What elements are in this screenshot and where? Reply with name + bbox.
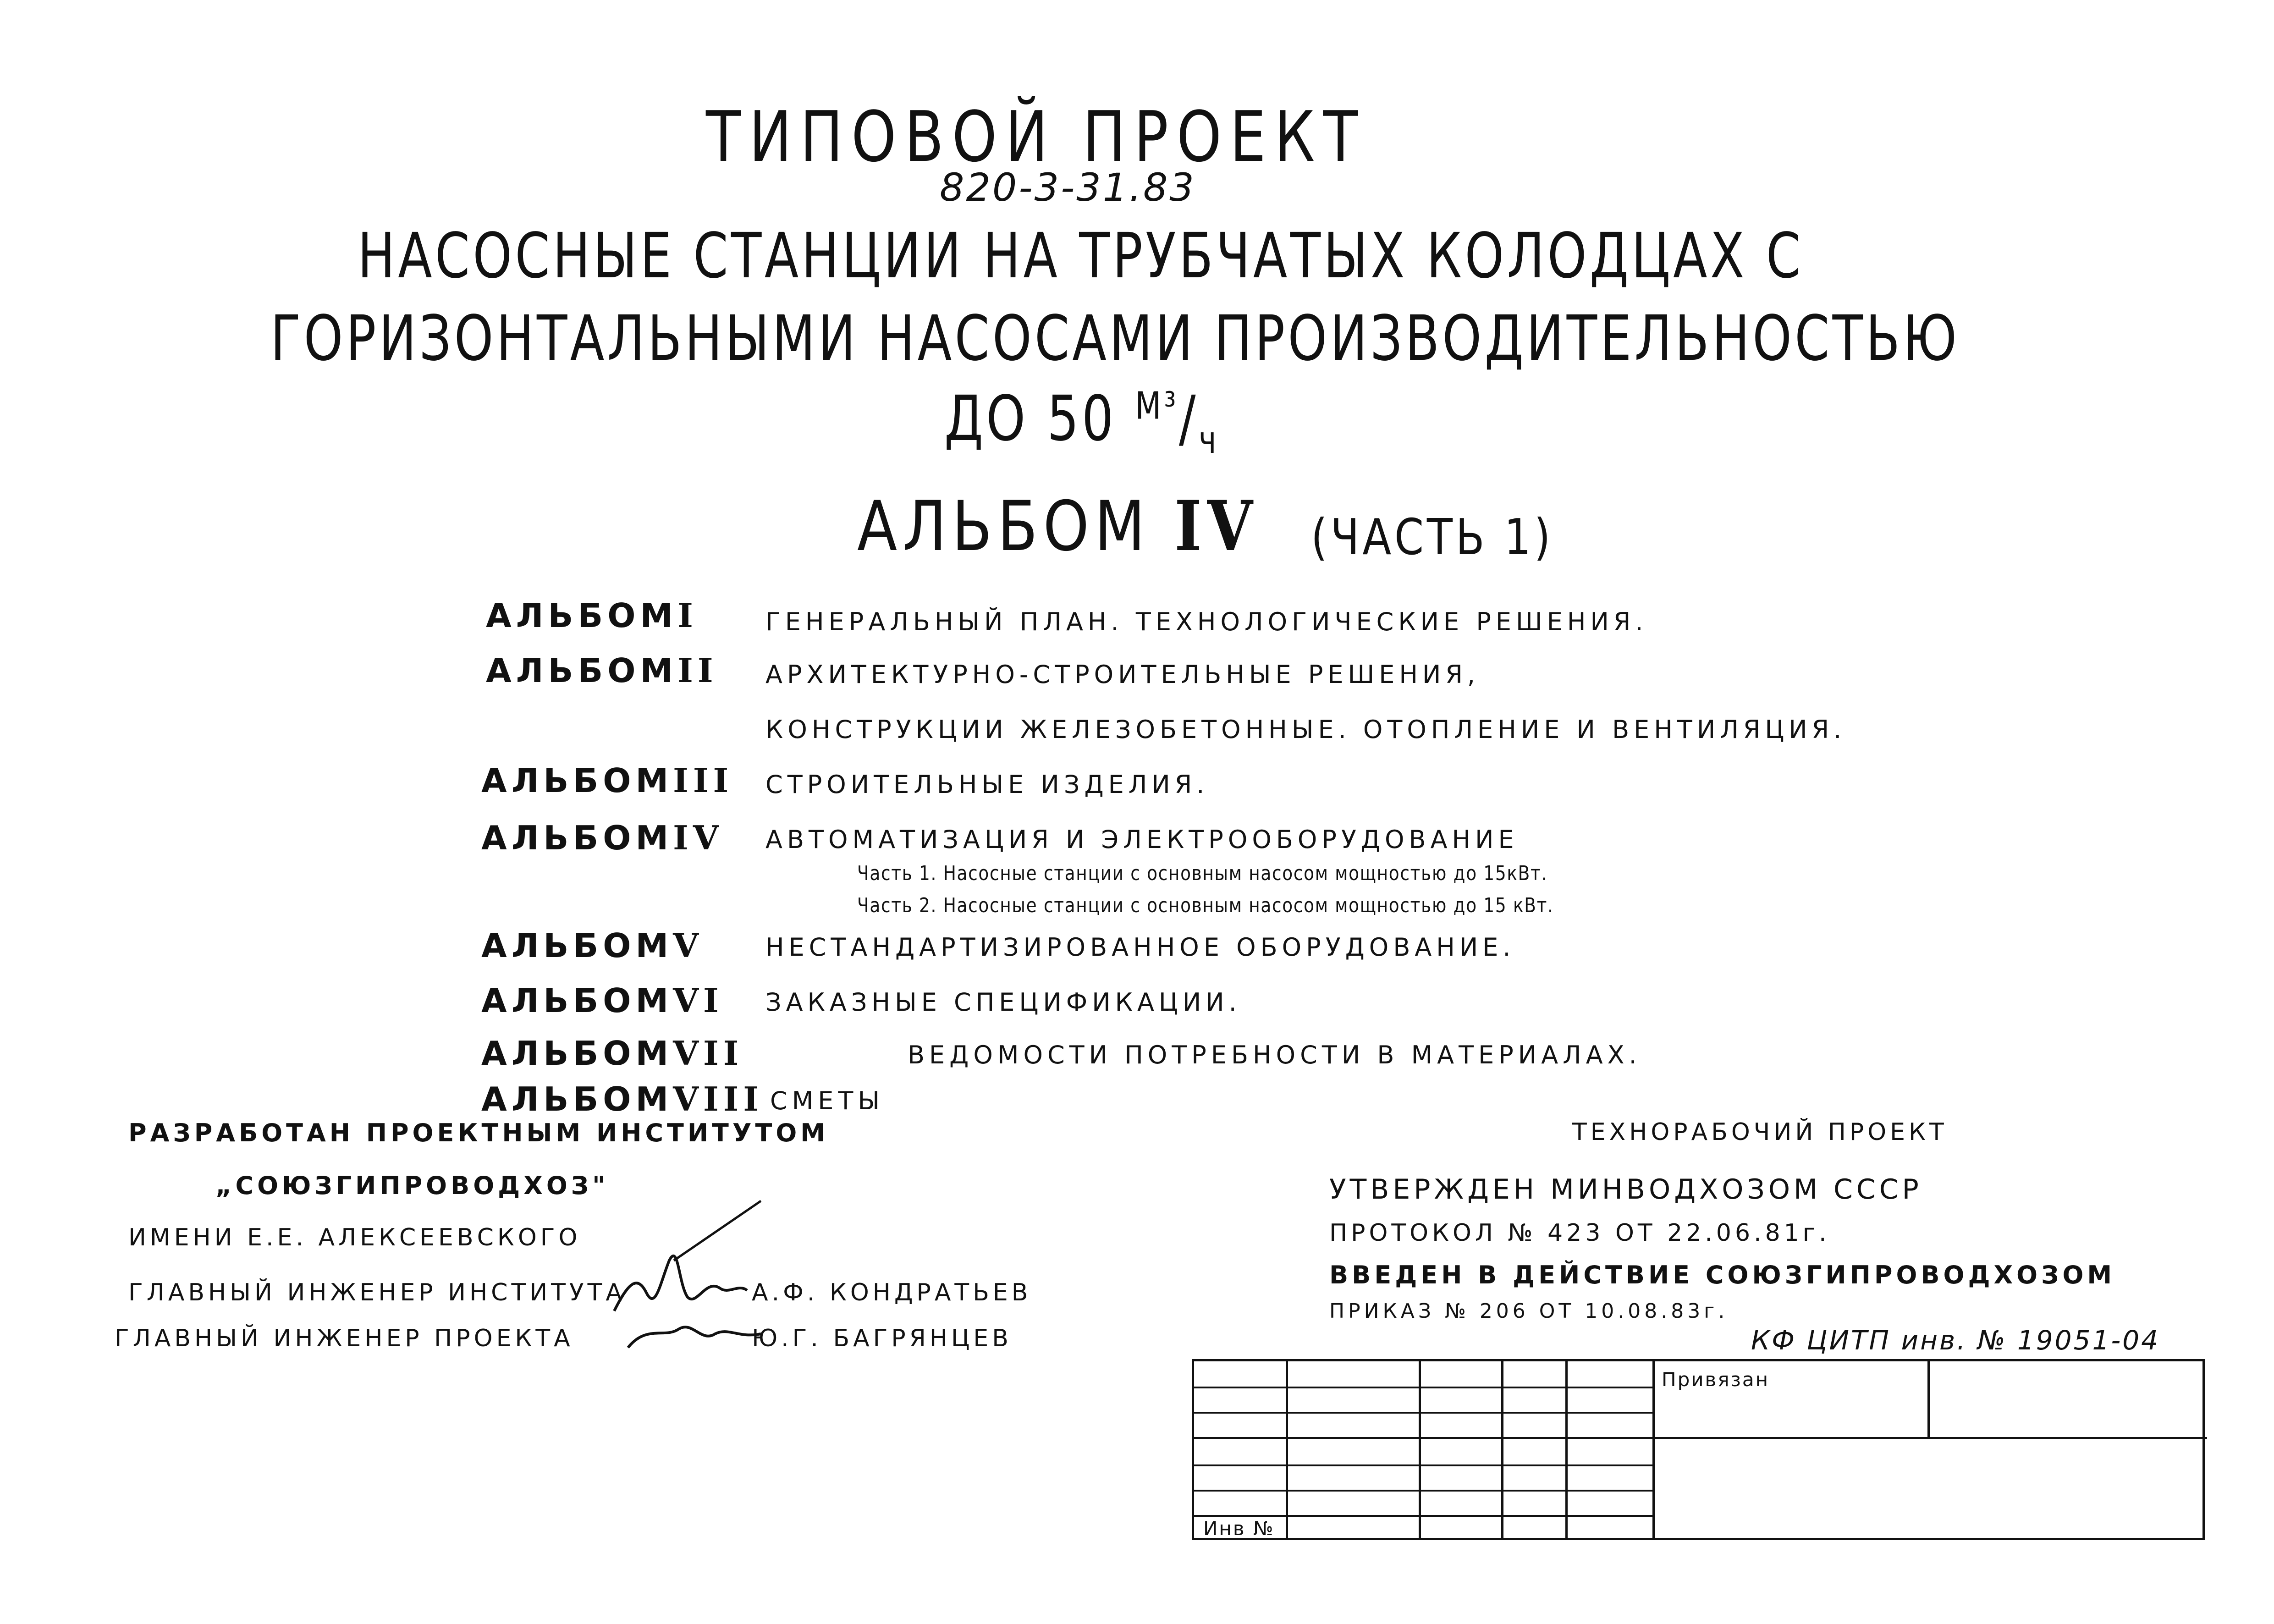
album-title-word: АЛЬБОМ — [857, 487, 1151, 567]
album-6-label: АЛЬБОМVI — [481, 981, 723, 1020]
stamp-privyazan: Привязан — [1662, 1368, 1770, 1391]
capacity-line: ДО 50 $^{М^3}/_ч$ — [944, 383, 1219, 462]
album-7-desc: ВЕДОМОСТИ ПОТРЕБНОСТИ В МАТЕРИАЛАХ. — [908, 1040, 1641, 1069]
developer-institute: „СОЮЗГИПРОВОДХОЗ" — [215, 1171, 609, 1200]
enacted-by: ВВЕДЕН В ДЕЙСТВИЕ СОЮЗГИПРОВОДХОЗОМ — [1329, 1261, 2116, 1289]
chief-engineer-institute-name: А.Ф. КОНДРАТЬЕВ — [752, 1279, 1032, 1306]
capacity-unit-den: ч — [1199, 418, 1219, 462]
album-2-desc: АРХИТЕКТУРНО-СТРОИТЕЛЬНЫЕ РЕШЕНИЯ, — [765, 660, 1480, 689]
signatures — [610, 1192, 775, 1384]
album-6-desc: ЗАКАЗНЫЕ СПЕЦИФИКАЦИИ. — [765, 988, 1241, 1017]
album-1-desc: ГЕНЕРАЛЬНЫЙ ПЛАН. ТЕХНОЛОГИЧЕСКИЕ РЕШЕНИЯ. — [765, 607, 1648, 636]
project-type: ТЕХНОРАБОЧИЙ ПРОЕКТ — [1572, 1118, 1948, 1146]
album-5-label: АЛЬБОМV — [481, 926, 704, 965]
album-1-label: АЛЬБОМI — [486, 596, 698, 635]
album-title-number: IV — [1174, 486, 1258, 567]
title-block-stamp — [1192, 1359, 2205, 1540]
capacity-prefix: ДО 50 — [944, 383, 1117, 455]
developer-line1: РАЗРАБОТАН ПРОЕКТНЫМ ИНСТИТУТОМ — [128, 1118, 829, 1147]
chief-engineer-project-role: ГЛАВНЫЙ ИНЖЕНЕР ПРОЕКТА — [115, 1325, 574, 1352]
album-2-desc2: КОНСТРУКЦИИ ЖЕЛЕЗОБЕТОННЫЕ. ОТОПЛЕНИЕ И ВЕНТИЛЯЦИЯ. — [765, 715, 1846, 744]
developer-named-after: ИМЕНИ Е.Е. АЛЕКСЕЕВСКОГО — [128, 1224, 581, 1251]
project-name-line2: ГОРИЗОНТАЛЬНЫМИ НАСОСАМИ ПРОИЗВОДИТЕЛЬНОСТЬЮ — [270, 303, 1960, 375]
album-4-part2: Часть 2. Насосные станции с основным насосом мощностью до 15 кВт. — [857, 894, 1554, 917]
project-name-line1: НАСОСНЫЕ СТАНЦИИ НА ТРУБЧАТЫХ КОЛОДЦАХ С — [358, 220, 1804, 292]
capacity-unit-num: М³ — [1135, 384, 1179, 428]
protocol: ПРОТОКОЛ № 423 ОТ 22.06.81г. — [1329, 1219, 1830, 1247]
approved-by: УТВЕРЖДЕН МИНВОДХОЗОМ СССР — [1329, 1173, 1922, 1206]
project-code: 820-3-31.83 — [940, 165, 1196, 210]
album-title — [857, 486, 1258, 567]
stamp-inv: Инв № — [1203, 1517, 1275, 1540]
album-5-desc: НЕСТАНДАРТИЗИРОВАННОЕ ОБОРУДОВАНИЕ. — [765, 933, 1515, 962]
album-3-label: АЛЬБОМIII — [481, 761, 733, 800]
album-8-label: АЛЬБОМVIII — [481, 1079, 764, 1118]
album-part: (ЧАСТЬ 1) — [1311, 509, 1554, 566]
album-4-label: АЛЬБОМIV — [481, 818, 723, 857]
album-8-desc: СМЕТЫ — [770, 1086, 885, 1115]
inventory-number: КФ ЦИТП инв. № 19051-04 — [1751, 1325, 2160, 1356]
chief-engineer-project-name: Ю.Г. БАГРЯНЦЕВ — [752, 1325, 1012, 1352]
project-type-title: ТИПОВОЙ ПРОЕКТ — [706, 96, 1366, 177]
album-4-part1: Часть 1. Насосные станции с основным насосом мощностью до 15кВт. — [857, 862, 1548, 885]
album-3-desc: СТРОИТЕЛЬНЫЕ ИЗДЕЛИЯ. — [765, 770, 1209, 799]
album-2-label: АЛЬБОМII — [486, 651, 718, 690]
album-7-label: АЛЬБОМVII — [481, 1034, 743, 1073]
order: ПРИКАЗ № 206 ОТ 10.08.83г. — [1329, 1299, 1729, 1323]
chief-engineer-institute-role: ГЛАВНЫЙ ИНЖЕНЕР ИНСТИТУТА — [128, 1279, 626, 1306]
album-4-desc: АВТОМАТИЗАЦИЯ И ЭЛЕКТРООБОРУДОВАНИЕ — [765, 825, 1519, 854]
